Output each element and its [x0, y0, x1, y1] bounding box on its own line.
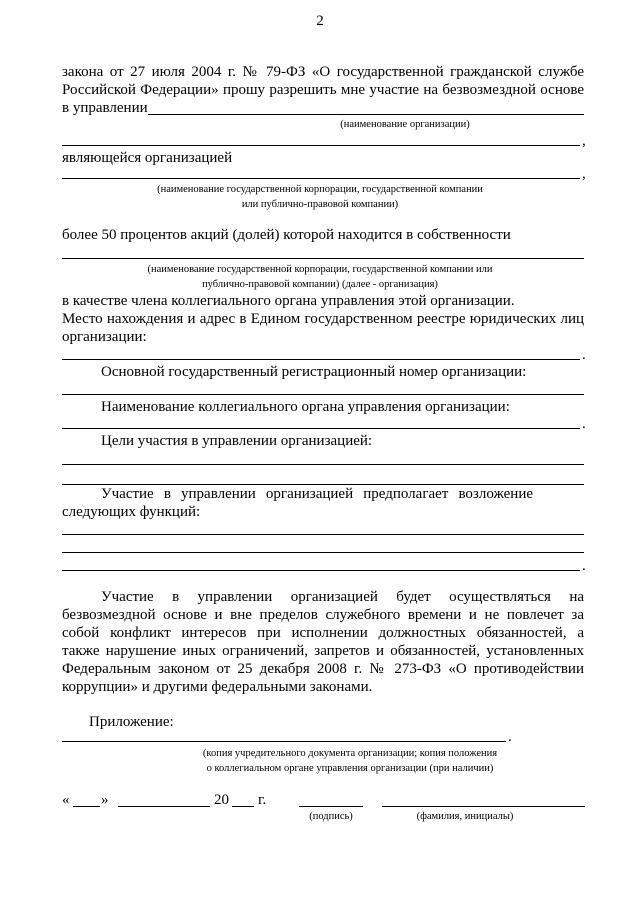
org-name-field-2[interactable]: [62, 145, 580, 146]
address-field[interactable]: [62, 359, 580, 360]
intro-line-3: в управлении: [62, 100, 148, 116]
comma-mark: ,: [582, 166, 586, 182]
goals-field-2[interactable]: [62, 484, 584, 485]
date-day-field[interactable]: [73, 806, 100, 807]
conditions-line-4: также нарушение иных ограничений, запретов и обязанностей, установленных: [62, 643, 584, 659]
org-name-field[interactable]: [148, 114, 584, 115]
ogrn-label: Основной государственный регистрационный номер организации:: [101, 364, 527, 380]
corp-type-field[interactable]: [62, 178, 580, 179]
dot-mark: .: [582, 416, 586, 432]
intro-line-2: Российской Федерации» прошу разрешить мне участие на безвозмездной основе: [62, 82, 584, 98]
functions-field-3[interactable]: [62, 570, 580, 571]
appendix-label: Приложение:: [89, 714, 174, 730]
date-year-field[interactable]: [232, 806, 254, 807]
caption-corp-1: (наименование государственной корпорации, государственной компании: [157, 184, 483, 195]
appendix-field[interactable]: [62, 741, 506, 742]
dot-mark: .: [582, 347, 586, 363]
conditions-line-6: коррупции» и другими федеральными законами.: [62, 679, 373, 695]
conditions-line-2: безвозмездной основе и вне пределов служебного времени и не повлечет за: [62, 607, 584, 623]
caption-signature: (подпись): [309, 811, 353, 822]
signature-field[interactable]: [299, 806, 363, 807]
caption-owner-1: (наименование государственной корпорации, государственной компании или: [147, 264, 493, 275]
goals-label: Цели участия в управлении организацией:: [101, 433, 373, 449]
being-org-text: являющейся организацией: [62, 150, 233, 166]
member-line-3: организации:: [62, 329, 147, 345]
member-line-1: в качестве члена коллегиального органа управления этой организации.: [62, 293, 515, 309]
date-month-field[interactable]: [118, 806, 210, 807]
conditions-line-3: собой конфликт интересов при исполнении должностных обязанностей, а: [62, 625, 584, 641]
intro-line-1: закона от 27 июля 2004 г. № 79-ФЗ «О государственной гражданской службе: [62, 64, 584, 80]
owner-field[interactable]: [62, 258, 584, 259]
page-number: 2: [316, 13, 324, 29]
date-quote-close: »: [101, 792, 109, 808]
functions-line-1: Участие в управлении организацией предполагает возложение: [101, 486, 533, 502]
conditions-line-1: Участие в управлении организацией будет осуществляться на: [101, 589, 584, 605]
shares-text: более 50 процентов акций (долей) которой находится в собственности: [62, 227, 511, 243]
ogrn-field[interactable]: [62, 394, 584, 395]
date-quote-open: «: [62, 792, 70, 808]
functions-field-2[interactable]: [62, 552, 584, 553]
caption-owner-2: публично-правовой компании) (далее - организация): [202, 279, 438, 290]
date-year-prefix: 20: [214, 792, 229, 808]
board-name-field[interactable]: [62, 428, 580, 429]
caption-appendix-1: (копия учредительного документа организации; копия положения: [202, 748, 498, 759]
dot-mark: .: [582, 558, 586, 574]
comma-mark: ,: [582, 133, 586, 149]
full-name-field[interactable]: [382, 806, 585, 807]
conditions-line-5: Федеральным законом от 25 декабря 2008 г. № 273-ФЗ «О противодействии: [62, 661, 584, 677]
functions-field-1[interactable]: [62, 534, 584, 535]
caption-appendix-2: о коллегиальном органе управления организации (при наличии): [206, 763, 494, 774]
functions-line-2: следующих функций:: [62, 504, 201, 520]
date-year-suffix: г.: [258, 792, 267, 808]
dot-mark: .: [508, 729, 512, 745]
caption-org-name: (наименование организации): [340, 119, 470, 130]
board-label: Наименование коллегиального органа управления организации:: [101, 399, 510, 415]
goals-field-1[interactable]: [62, 464, 584, 465]
member-line-2: Место нахождения и адрес в Едином государственном реестре юридических лиц: [62, 311, 584, 327]
caption-corp-2: или публично-правовой компании): [241, 199, 399, 210]
caption-full-name: (фамилия, инициалы): [416, 811, 514, 822]
